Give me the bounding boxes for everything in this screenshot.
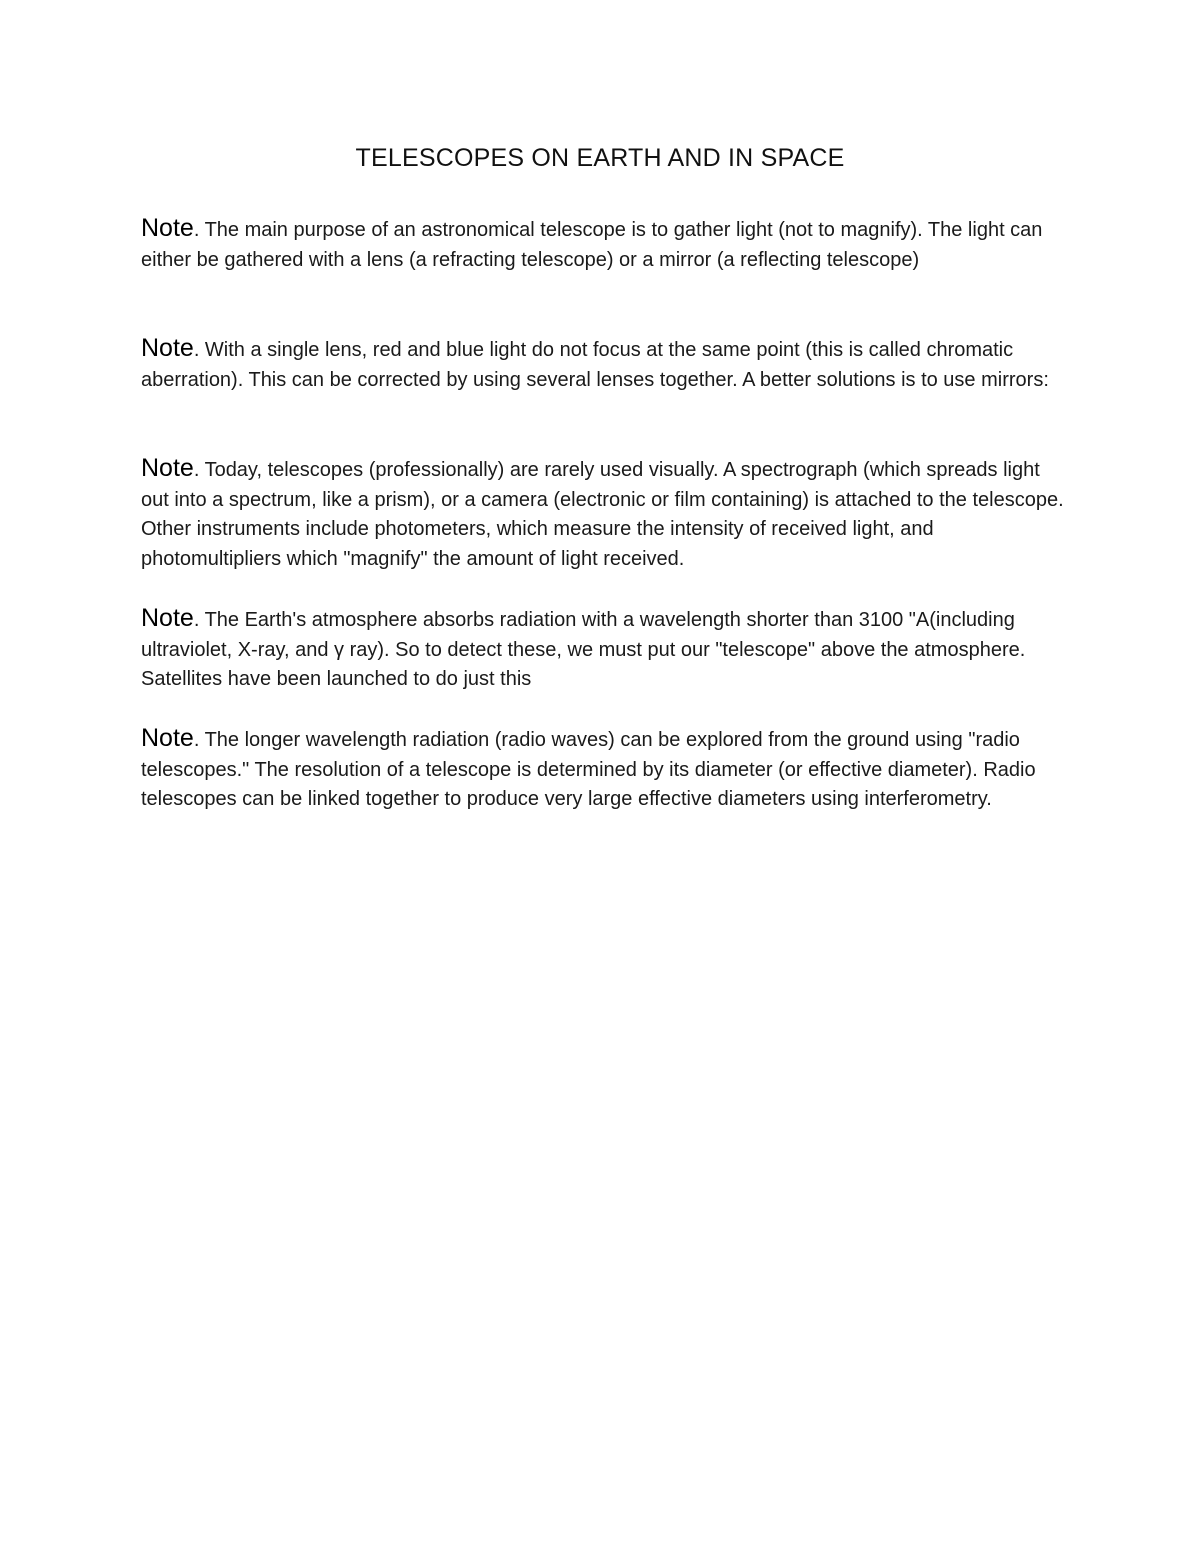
note-paragraph-2 [141, 334, 1071, 395]
note-text: . Today, telescopes (professionally) are rarely used visually. A spectrograph (which spreads light out into a spectrum, like a prism), or a camera (electronic or film containing) is attached to the telescope. Other instruments include photometers, which measure the intensity of received light, and photomultipliers which "magnify" the amount of light received. [141, 459, 1064, 570]
document-title: TELESCOPES ON EARTH AND IN SPACE [355, 144, 845, 172]
note-label: Note [141, 214, 194, 242]
note-paragraph-1 [141, 214, 1071, 275]
note-paragraph-3 [141, 454, 1071, 574]
note-label: Note [141, 604, 194, 632]
note-label: Note [141, 334, 194, 362]
note-paragraph-4 [141, 604, 1071, 695]
note-label: Note [141, 724, 194, 752]
note-label: Note [141, 454, 194, 482]
note-paragraph-5 [141, 724, 1071, 815]
note-text: . The Earth's atmosphere absorbs radiation with a wavelength shorter than 3100 "A(including ultraviolet, X-ray, and γ ray). So to detect these, we must put our "telescope" above the atmosphere. Satellites have been launched to do just this [141, 609, 1026, 691]
note-text: . The longer wavelength radiation (radio waves) can be explored from the ground using "radio telescopes." The resolution of a telescope is determined by its diameter (or effective diameter). Radio telescopes can be linked together to produce very large effective diameters using interferometry. [141, 729, 1036, 811]
note-text: . With a single lens, red and blue light do not focus at the same point (this is called chromatic aberration). This can be corrected by using several lenses together. A better solutions is to use mirrors: [141, 339, 1049, 391]
note-text: . The main purpose of an astronomical telescope is to gather light (not to magnify). The light can either be gathered with a lens (a refracting telescope) or a mirror (a reflecting telescope) [141, 219, 1043, 271]
